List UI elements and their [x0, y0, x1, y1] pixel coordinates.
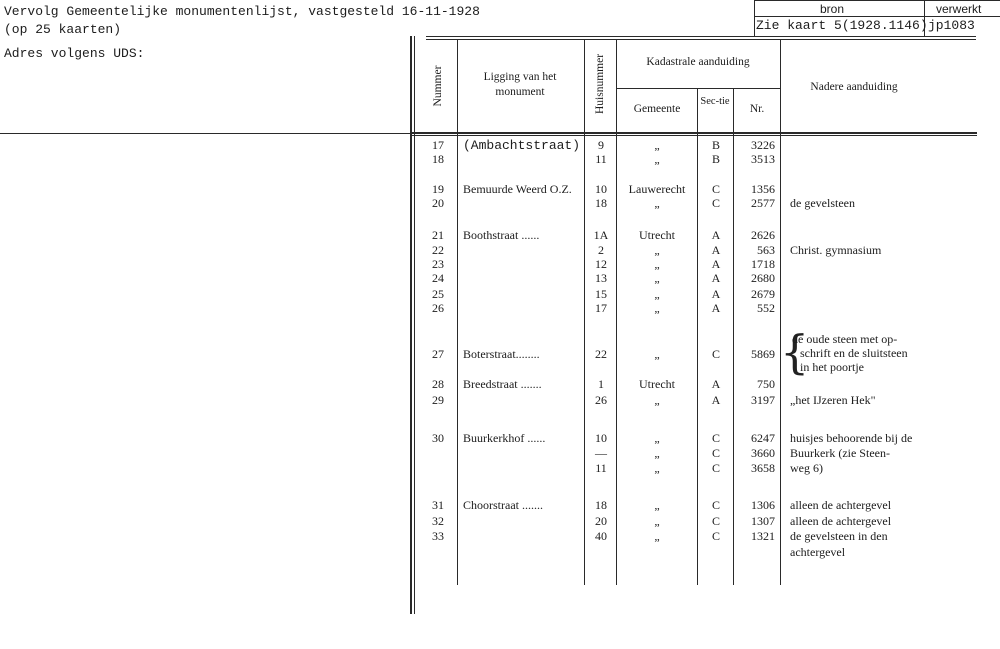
- cell-huisnummer: 10: [595, 431, 607, 445]
- cell-huisnummer: 13: [595, 271, 607, 285]
- cell-huisnummer: 26: [595, 393, 607, 407]
- bron-value: Zie kaart 5(1928.1146): [756, 18, 928, 33]
- cell-nr: 1356: [751, 182, 775, 196]
- cell-nummer: 20: [432, 196, 444, 210]
- cell-huisnummer: 1A: [593, 228, 609, 242]
- cell-sectie: C: [711, 514, 720, 528]
- cell-nummer: 29: [432, 393, 444, 407]
- cell-huisnummer: 2: [598, 243, 604, 257]
- cell-gemeente: „: [654, 287, 660, 301]
- cell-sectie: C: [711, 446, 720, 460]
- cell-ligging: Breedstraat .......: [463, 377, 542, 391]
- cell-sectie: C: [711, 196, 720, 210]
- cell-nummer: 19: [432, 182, 444, 196]
- cell-gemeente: „: [654, 347, 660, 361]
- cell-huisnummer: 17: [595, 301, 607, 315]
- cell-nadere: de gevelsteen in den: [790, 529, 888, 543]
- cell-ligging: Boterstraat........: [463, 347, 540, 361]
- cell-huisnummer: 10: [595, 182, 607, 196]
- address-label: Adres volgens UDS:: [4, 46, 145, 61]
- cell-sectie: C: [711, 529, 720, 543]
- cell-huisnummer: —: [595, 446, 607, 460]
- cell-nadere: Christ. gymnasium: [790, 243, 882, 257]
- cell-huisnummer: 20: [595, 514, 607, 528]
- cell-gemeente: Utrecht: [639, 377, 675, 391]
- cell-sectie: A: [711, 377, 721, 391]
- header-sectie: Sec-tie: [700, 96, 730, 107]
- cell-sectie: A: [711, 271, 721, 285]
- cell-nr: 3660: [751, 446, 775, 460]
- verwerkt-value: jp1083: [928, 18, 975, 33]
- cell-nr: 2679: [751, 287, 775, 301]
- cell-nr: 1321: [751, 529, 775, 543]
- cell-gemeente: „: [654, 152, 660, 166]
- cell-gemeente: „: [654, 498, 660, 512]
- header-nr: Nr.: [749, 103, 765, 115]
- cell-ligging: Bemuurde Weerd O.Z.: [463, 182, 572, 196]
- cell-huisnummer: 18: [595, 196, 607, 210]
- note-boterstraat-line2: schrift en de sluitsteen: [800, 346, 908, 360]
- document-title: Vervolg Gemeentelijke monumentenlijst, vastgesteld 16-11-1928: [4, 4, 480, 19]
- header-kadastrale: Kadastrale aanduiding: [646, 56, 750, 68]
- cell-nr: 563: [757, 243, 775, 257]
- header-gemeente: Gemeente: [633, 103, 681, 115]
- cell-gemeente: „: [654, 529, 660, 543]
- cell-nadere: huisjes behoorende bij de: [790, 431, 913, 445]
- cell-nummer: 24: [432, 271, 444, 285]
- cell-sectie: A: [711, 393, 721, 407]
- cell-gemeente: „: [654, 446, 660, 460]
- cell-gemeente: „: [654, 196, 660, 210]
- cell-gemeente: „: [654, 257, 660, 271]
- cell-nadere: alleen de achtergevel: [790, 514, 892, 528]
- header-huisnummer: Huisnummer: [594, 53, 606, 115]
- cell-nr: 750: [757, 377, 775, 391]
- cell-sectie: C: [711, 347, 720, 361]
- cell-ligging: Choorstraat .......: [463, 498, 543, 512]
- header-nadere: Nadere aanduiding: [810, 81, 898, 93]
- cell-gemeente: „: [654, 138, 660, 152]
- cell-gemeente: „: [654, 431, 660, 445]
- cell-gemeente: „: [654, 301, 660, 315]
- cell-nummer: 18: [432, 152, 444, 166]
- cell-nummer: 17: [432, 138, 444, 152]
- cell-sectie: C: [711, 182, 720, 196]
- cell-huisnummer: 22: [595, 347, 607, 361]
- cell-huisnummer: 18: [595, 498, 607, 512]
- cell-ligging: (Ambachtstraat): [463, 138, 581, 153]
- cell-nummer: 23: [432, 257, 444, 271]
- cell-nummer: 22: [432, 243, 444, 257]
- cell-nummer: 28: [432, 377, 444, 391]
- cell-nr: 3658: [751, 461, 775, 475]
- cell-sectie: B: [711, 138, 720, 152]
- cell-sectie: C: [711, 431, 720, 445]
- cell-nummer: 25: [432, 287, 444, 301]
- cell-gemeente: „: [654, 271, 660, 285]
- cell-nr: 1307: [751, 514, 775, 528]
- header-ligging: Ligging van het monument: [483, 71, 557, 98]
- cell-gemeente: Lauwerecht: [628, 182, 686, 196]
- left-rule: [0, 133, 412, 134]
- cell-sectie: C: [711, 498, 720, 512]
- cell-nadere: „het IJzeren Hek": [790, 393, 876, 407]
- cell-gemeente: „: [654, 514, 660, 528]
- bron-label: bron: [820, 2, 845, 16]
- cell-gemeente: „: [654, 461, 660, 475]
- cell-nummer: 30: [432, 431, 444, 445]
- cell-huisnummer: 15: [595, 287, 607, 301]
- note-boterstraat-line1: de oude steen met op-: [792, 332, 898, 346]
- cell-sectie: A: [711, 257, 721, 271]
- cell-nr: 6247: [751, 431, 775, 445]
- document-subtitle: (op 25 kaarten): [4, 22, 122, 37]
- cell-huisnummer: 40: [595, 529, 607, 543]
- cell-gemeente: „: [654, 243, 660, 257]
- cell-sectie: A: [711, 301, 721, 315]
- cell-nr: 1306: [751, 498, 775, 512]
- cell-sectie: C: [711, 461, 720, 475]
- cell-nummer: 31: [432, 498, 444, 512]
- header-nummer: Nummer: [432, 65, 444, 107]
- cell-nadere: alleen de achtergevel: [790, 498, 892, 512]
- cell-huisnummer: 11: [595, 461, 607, 475]
- cell-huisnummer: 1: [598, 377, 604, 391]
- cell-nr: 552: [757, 301, 775, 315]
- cell-nummer: 32: [432, 514, 444, 528]
- cell-nr: 3226: [751, 138, 775, 152]
- cell-huisnummer: 12: [595, 257, 607, 271]
- note-choorstraat-cont: achtergevel: [790, 545, 846, 559]
- cell-nr: 2577: [751, 196, 775, 210]
- verwerkt-label: verwerkt: [936, 2, 982, 16]
- cell-nadere: Buurkerk (zie Steen-: [790, 446, 890, 460]
- cell-huisnummer: 11: [595, 152, 607, 166]
- cell-nummer: 27: [432, 347, 444, 361]
- cell-ligging: Buurkerkhof ......: [463, 431, 546, 445]
- cell-huisnummer: 9: [598, 138, 604, 152]
- cell-ligging: Boothstraat ......: [463, 228, 540, 242]
- cell-nr: 5869: [751, 347, 775, 361]
- cell-nummer: 33: [432, 529, 444, 543]
- cell-nr: 2626: [751, 228, 775, 242]
- cell-nr: 3197: [751, 393, 775, 407]
- cell-nummer: 21: [432, 228, 444, 242]
- cell-nadere: de gevelsteen: [790, 196, 855, 210]
- cell-nr: 3513: [751, 152, 775, 166]
- note-boterstraat-line3: in het poortje: [800, 360, 864, 374]
- cell-sectie: A: [711, 287, 721, 301]
- cell-nr: 2680: [751, 271, 775, 285]
- cell-gemeente: Utrecht: [639, 228, 675, 242]
- curly-brace-icon: {: [780, 325, 810, 379]
- cell-sectie: A: [711, 228, 721, 242]
- cell-sectie: A: [711, 243, 721, 257]
- cell-gemeente: „: [654, 393, 660, 407]
- cell-nadere: weg 6): [790, 461, 823, 475]
- cell-nr: 1718: [751, 257, 775, 271]
- cell-sectie: B: [711, 152, 720, 166]
- cell-nummer: 26: [432, 301, 444, 315]
